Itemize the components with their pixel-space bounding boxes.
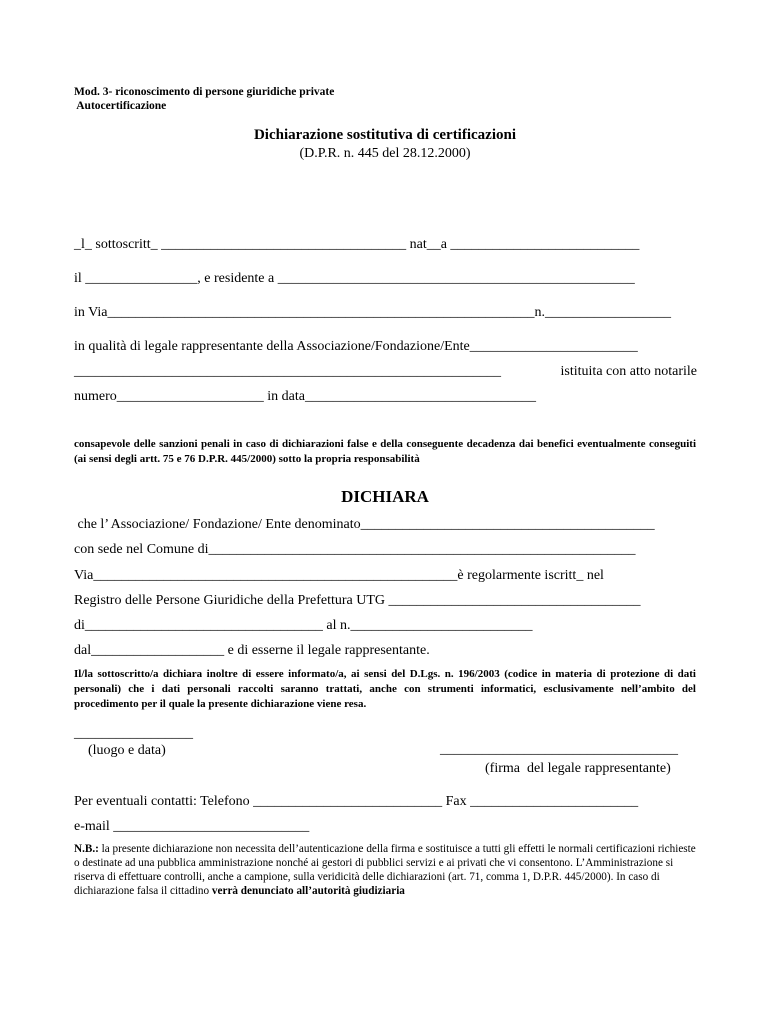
document-title: Dichiarazione sostitutiva di certificazioni xyxy=(253,127,517,143)
note-paragraph xyxy=(74,842,704,898)
field-prefecture-registry[interactable]: Registro delle Persone Giuridiche della Prefettura UTG ____________________________________ xyxy=(74,593,641,608)
field-via-registered[interactable]: Via____________________________________________________è regolarmente iscritt_ nel xyxy=(74,568,604,583)
field-of-number[interactable]: di__________________________________ al n.__________________________ xyxy=(74,618,533,633)
field-entity-denomination[interactable]: che l’ Associazione/ Fondazione/ Ente denominato__________________________________________ xyxy=(74,517,655,532)
field-signatory-birth[interactable]: _l_ sottoscritt_ ___________________________________ nat__a ___________________________ xyxy=(74,237,640,252)
form-model-label: Mod. 3- riconoscimento di persone giuridiche private xyxy=(74,86,335,98)
place-date-line[interactable]: _________________ xyxy=(74,726,193,741)
awareness-statement: consapevole delle sanzioni penali in caso di dichiarazioni false e della conseguente decadenza dai benefici eventualmente conseguiti (ai sensi degli artt. 75 e 76 D.P.R. 445/2000) sotto la propria responsabilità xyxy=(74,438,696,465)
field-legal-representative[interactable]: in qualità di legale rappresentante della Associazione/Fondazione/Ente________________________ xyxy=(74,339,638,354)
contact-phone-fax[interactable]: Per eventuali contatti: Telefono ___________________________ Fax ________________________ xyxy=(74,794,639,809)
note-label: N.B.: xyxy=(74,843,99,855)
note-text: la presente dichiarazione non necessita dell’autenticazione della firma e sostituisce a tutti gli effetti le normali certificazioni richieste o destinate ad una pubblica amministrazione nonché ai gestori di pubblici servizi e ai privati che vi consentono. L’Amministrazione si riserva di effettuare controlli, anche a campione, sulla veridicità delle dichiarazioni (art. 71, comma 1, D.P.R. 445/2000). In caso di dichiarazione falsa il cittadino xyxy=(74,843,696,897)
place-date-label: (luogo e data) xyxy=(88,743,166,758)
field-birthdate-residence[interactable]: il ________________, e residente a ___________________________________________________ xyxy=(74,271,635,286)
field-street-number[interactable]: in Via_____________________________________________________________n.__________________ xyxy=(74,305,672,320)
field-notarial-act[interactable] xyxy=(74,364,697,380)
privacy-statement: Il/la sottoscritto/a dichiara inoltre di essere informato/a, ai sensi del D.Lgs. n. 196/2003 (codice in materia di protezione di dati personali) che i dati personali raccolti saranno trattati, anche con strumenti informatici, esclusivamente nell’ambito del procedimento per il quale la presente dichiarazione viene resa. xyxy=(74,668,696,710)
note-emphasis: verrà denunciato all’autorità giudiziaria xyxy=(211,885,405,897)
signature-line[interactable]: __________________________________ xyxy=(440,742,678,757)
notarial-act-label: istituita con atto notarile xyxy=(560,364,697,379)
field-since-representative[interactable]: dal___________________ e di esserne il legale rappresentante. xyxy=(74,643,430,658)
contact-email[interactable]: e-mail ____________________________ xyxy=(74,819,310,834)
field-number-date[interactable]: numero_____________________ in data_________________________________ xyxy=(74,389,536,404)
declares-heading: DICHIARA xyxy=(341,487,429,506)
law-reference: (D.P.R. n. 445 del 28.12.2000) xyxy=(299,146,471,161)
field-municipality[interactable]: con sede nel Comune di_____________________________________________________________ xyxy=(74,542,636,557)
field-entity-name[interactable]: _____________________________________________________________ xyxy=(74,364,501,379)
form-subtitle: Autocertificazione xyxy=(74,100,167,112)
signature-label: (firma del legale rappresentante) xyxy=(485,761,671,776)
